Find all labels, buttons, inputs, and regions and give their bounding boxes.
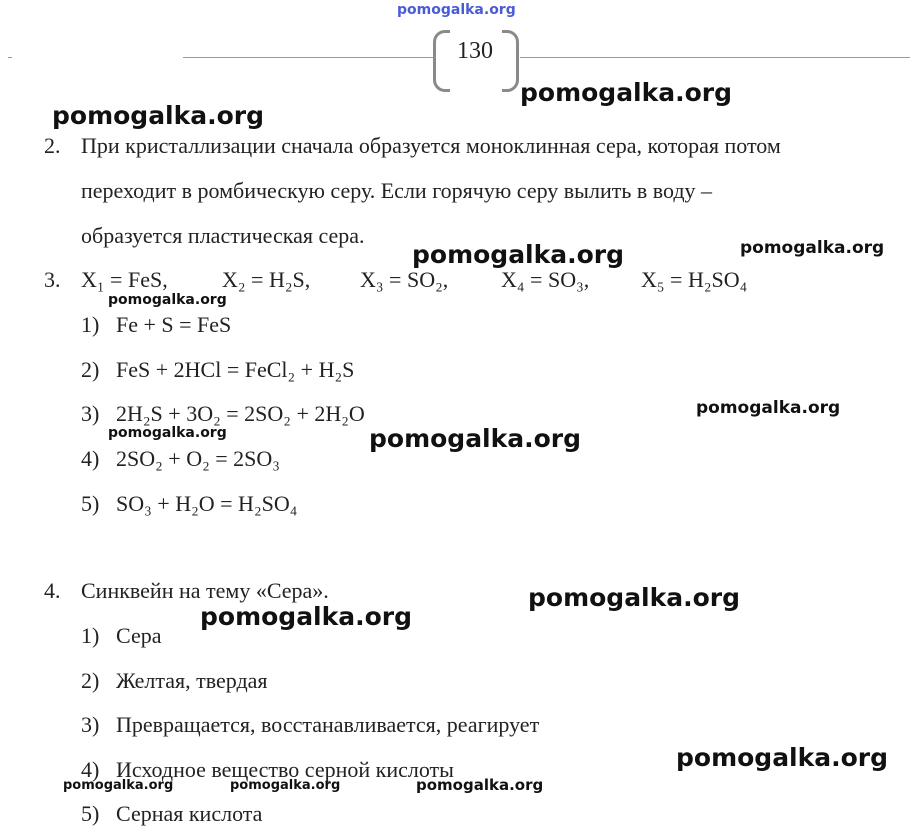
watermark-top: pomogalka.org xyxy=(397,2,516,18)
watermark: pomogalka.org xyxy=(676,743,889,772)
definition-x5: X₅ = H₂SO₄ xyxy=(641,267,748,292)
definition-x2: X₂ = H₂S, xyxy=(222,267,311,292)
cinquain-line-3-number: 3) xyxy=(81,712,100,737)
reaction-5-number: 5) xyxy=(81,491,100,516)
cinquain-line-1: Сера xyxy=(116,623,162,648)
cinquain-line-5-number: 5) xyxy=(81,801,100,826)
cinquain-line-5: Серная кислота xyxy=(116,801,263,826)
reaction-1-number: 1) xyxy=(81,312,100,337)
page-number-bracket-right xyxy=(502,30,519,92)
page-number: 130 xyxy=(457,38,493,64)
watermark: pomogalka.org xyxy=(696,398,841,418)
item-4-number: 4. xyxy=(44,578,61,603)
reaction-3-number: 3) xyxy=(81,401,100,426)
header-rule-mark xyxy=(8,57,12,58)
header-rule-left xyxy=(183,57,433,58)
reaction-3: 2H₂S + 3O₂ = 2SO₂ + 2H₂O xyxy=(116,401,365,426)
watermark: pomogalka.org xyxy=(108,425,227,441)
reaction-2-number: 2) xyxy=(81,357,100,382)
watermark: pomogalka.org xyxy=(63,778,174,793)
reaction-2: FeS + 2HCl = FeCl₂ + H₂S xyxy=(116,357,355,382)
item-2-number: 2. xyxy=(44,133,61,158)
cinquain-line-4-number: 4) xyxy=(81,757,100,782)
item-2-line-2: переходит в ромбическую серу. Если горячую серу вылить в воду – xyxy=(81,178,713,203)
watermark: pomogalka.org xyxy=(108,292,227,308)
watermark: pomogalka.org xyxy=(230,778,341,793)
cinquain-line-3: Превращается, восстанавливается, реагирует xyxy=(116,712,540,737)
cinquain-line-4: Исходное вещество серной кислоты xyxy=(116,757,454,782)
definition-x3: X₃ = SO₂, xyxy=(360,267,449,292)
reaction-5: SO₃ + H₂O = H₂SO₄ xyxy=(116,491,298,516)
definition-x4: X₄ = SO₃, xyxy=(501,267,590,292)
page-number-bracket-left xyxy=(433,30,450,92)
watermark: pomogalka.org xyxy=(416,776,544,794)
cinquain-line-2: Желтая, твердая xyxy=(116,668,268,693)
reaction-1: Fe + S = FeS xyxy=(116,312,232,337)
item-2-line-1: При кристаллизации сначала образуется моноклинная сера, которая потом xyxy=(81,133,781,158)
watermark: pomogalka.org xyxy=(528,583,741,612)
watermark: pomogalka.org xyxy=(412,240,625,269)
reaction-4-number: 4) xyxy=(81,446,100,471)
watermark: pomogalka.org xyxy=(520,78,733,107)
item-4-title: Синквейн на тему «Сера». xyxy=(81,578,329,603)
item-3-number: 3. xyxy=(44,267,61,292)
definition-x1: X₁ = FeS, xyxy=(81,267,168,292)
header-rule-right xyxy=(520,57,910,58)
watermark: pomogalka.org xyxy=(369,424,582,453)
reaction-4: 2SO₂ + O₂ = 2SO₃ xyxy=(116,446,280,471)
cinquain-line-2-number: 2) xyxy=(81,668,100,693)
item-2-line-3: образуется пластическая сера. xyxy=(81,223,365,248)
watermark: pomogalka.org xyxy=(740,238,885,258)
watermark: pomogalka.org xyxy=(52,101,265,130)
watermark: pomogalka.org xyxy=(200,602,413,631)
cinquain-line-1-number: 1) xyxy=(81,623,100,648)
